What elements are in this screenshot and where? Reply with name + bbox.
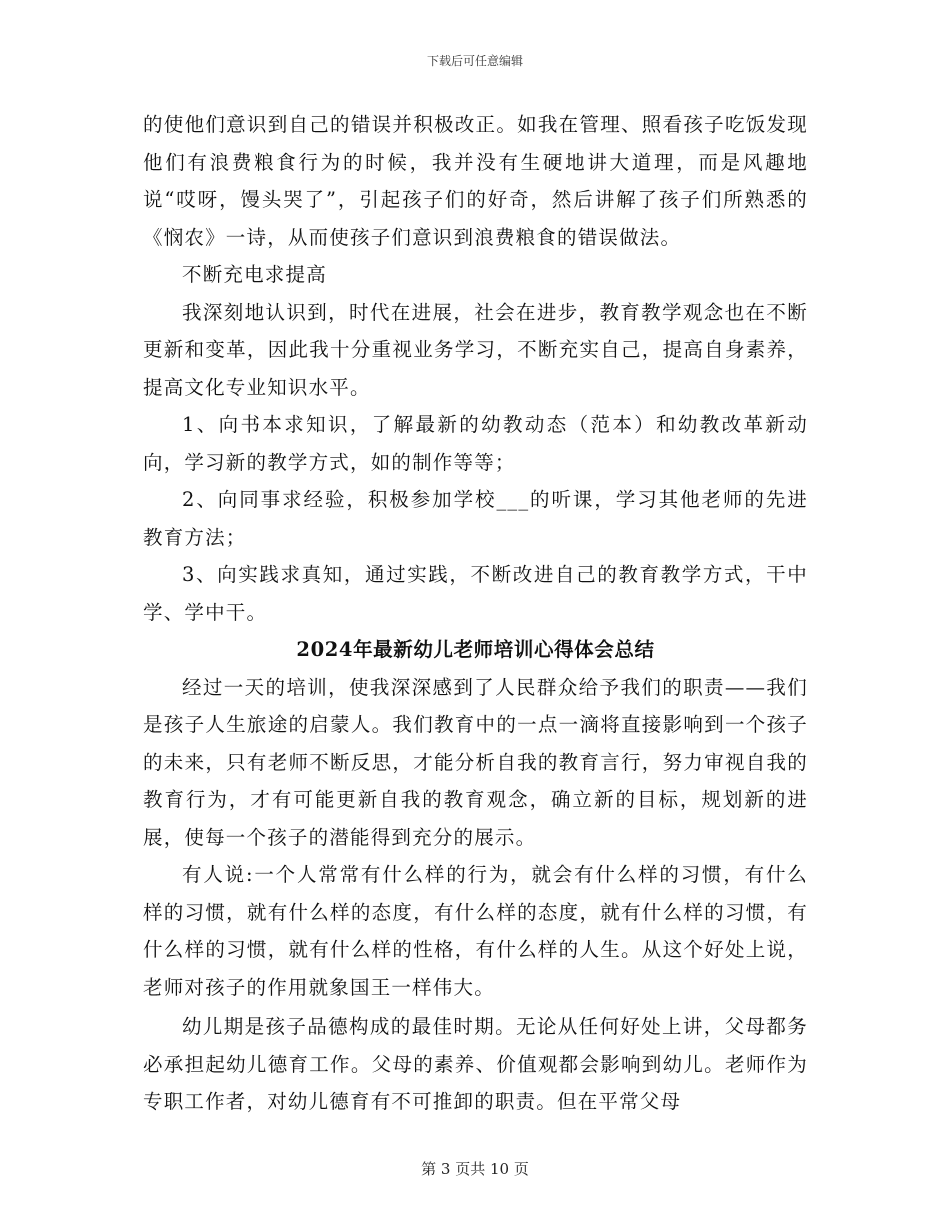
list-item: 2、向同事求经验，积极参加学校___的听课，学习其他老师的先进教育方法；: [143, 488, 808, 549]
document-body: [143, 106, 808, 1121]
list-item: 3、向实践求真知，通过实践，不断改进自己的教育教学方式，干中学、学中干。: [143, 563, 808, 624]
page-header-note: 下载后可任意编辑: [426, 54, 523, 68]
subheading-keep-learning: 不断充电求提高: [182, 263, 327, 286]
list-item: 1、向书本求知识，了解最新的幼教动态（范本）和幼教改革新动向，学习新的教学方式，如的制作等等；: [143, 413, 808, 474]
paragraph: 经过一天的培训，使我深深感到了人民群众给予我们的职责——我们是孩子人生旅途的启蒙人。我们教育中的一点一滴将直接影响到一个孩子的未来，只有老师不断反思，才能分析自我的教育言行，努力审视自我的教育行为，才有可能更新自我的教育观念，确立新的目标，规划新的进展，使每一个孩子的潜能得到充分的展示。: [143, 675, 808, 849]
section-title: 2024年最新幼儿老师培训心得体会总结: [296, 638, 655, 661]
paragraph: 幼儿期是孩子品德构成的最佳时期。无论从任何好处上讲，父母都务必承担起幼儿德育工作。父母的素养、价值观都会影响到幼儿。老师作为专职工作者，对幼儿德育有不可推卸的职责。但在平常父母: [143, 1015, 808, 1113]
paragraph: 我深刻地认识到，时代在进展，社会在进步，教育教学观念也在不断更新和变革，因此我十分重视业务学习，不断充实自己，提高自身素养，提高文化专业知识水平。: [143, 300, 808, 399]
paragraph-continuation: 的使他们意识到自己的错误并积极改正。如我在管理、照看孩子吃饭发现他们有浪费粮食行为的时候，我并没有生硬地讲大道理，而是风趣地说“哎呀，馒头哭了”，引起孩子们的好奇，然后讲解了孩子们所熟悉的《悯农》一诗，从而使孩子们意识到浪费粮食的错误做法。: [143, 113, 808, 249]
paragraph: 有人说:一个人常常有什么样的行为，就会有什么样的习惯，有什么样的习惯，就有什么样的态度，有什么样的态度，就有什么样的习惯，有什么样的习惯，就有什么样的性格，有什么样的人生。从这个好处上说，老师对孩子的作用就象国王一样伟大。: [143, 863, 808, 999]
page-number-footer: 第 3 页共 10 页: [421, 1160, 529, 1178]
